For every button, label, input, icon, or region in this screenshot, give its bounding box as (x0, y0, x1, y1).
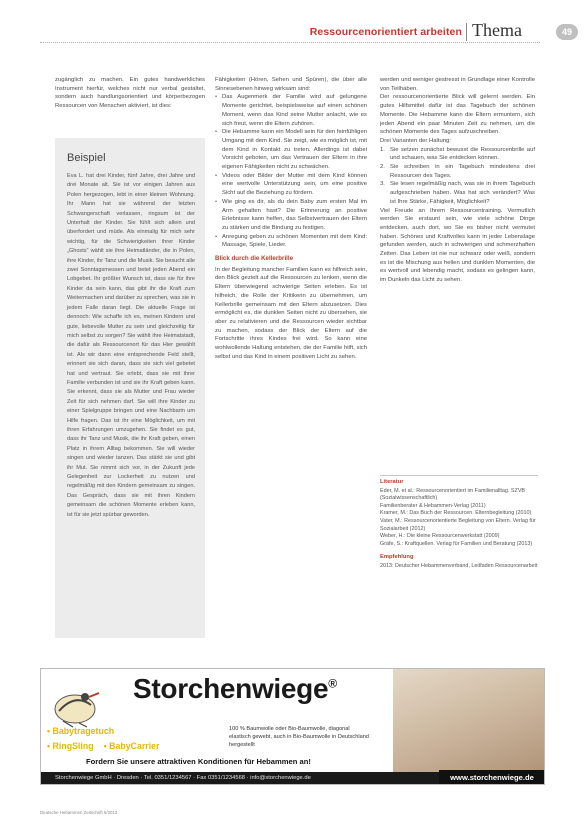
literature-entry: Weber, H.: Die kleine Ressourcenwerkstatt (2009) (380, 533, 500, 540)
col2-bullet-list (215, 93, 367, 250)
column-3 (380, 76, 535, 285)
theme-label: Thema (472, 20, 522, 40)
list-item: • Anregung geben zu schönen Momenten mit dem Kind: Massage, Spiele, Lieder. (215, 233, 367, 250)
column-1 (55, 76, 205, 111)
header-rule (40, 42, 540, 43)
list-item-text: Sie setzen zunächst bewusst die Ressourcenbrille auf und schauen, was Sie entdecken können. (390, 146, 535, 162)
literature-entry: Gräfe, S.: Kraftquellen. Verlag für Familien und Beratung (2013) (380, 540, 533, 547)
list-item: • Das Augenmerk der Familie wird auf gelungene Momente gerichtet, beispielsweise auf einen schönen Moment, wenn das Kind seine Mutter anlacht, wie es sich freut, wenn die Eltern zuhören. (215, 93, 367, 128)
col3-para: Der ressourcenorientierte Blick will gelernt werden. Ein gutes Hilfsmittel dafür ist das Tagebuch der schönen Momente. Die Hebamme kann die Eltern ermuntern, sich jeden Abend ein paar Minuten Zeit zu nehmen, um die schönen Momente des Tages aufzuschreiben. (380, 94, 535, 136)
list-item: 3. Sie lesen regelmäßig nach, was sie in ihrem Tagebuch aufgeschrieben haben. Was hat sich verändert? Was ist Ihre Stärke, Fähigkeit, Möglichkeit? (380, 181, 535, 205)
col3-numbered-list (380, 146, 535, 207)
list-item-text: Sie schreiben in ein Tagebuch mindestens drei Ressourcen des Tages. (390, 164, 535, 179)
page-header (0, 22, 587, 44)
literature-entry: Vater, M.: Ressourcenorientierte Begleitung von Eltern. Verlag für Sozialarbeit (2012) (380, 517, 536, 532)
col1-intro: zugänglich zu machen. Ein gutes handwerkliches Instrument hierfür, welches nicht nur verbal gestaltet, sondern auch handlungsorientiert und körperbezogen Ressourcen von Menschen aktiviert, ist dies: (55, 77, 205, 110)
list-item: 2. Sie schreiben in ein Tagebuch mindestens drei Ressourcen des Tages. (380, 164, 535, 179)
product-row-1 (47, 724, 159, 739)
advertisement[interactable] (40, 668, 545, 785)
section-title: Ressourcenorientiert arbeiten (309, 26, 462, 38)
col3-closing: Viel Freude an Ihrem Ressourcentraining. Vermutlich werden Sie erstaunt sein, wie viele schöne Dinge entdecken, auch dort, wo Sie es bisher nicht vermutet haben. Schönes und Kraftvolles kann in jeder Lebenslage gefunden werden, auch in schwierigen und schmerzhaften Zeiten. Das Leben ist nie nur schwarz oder weiß, sondern es ist die Mischung aus hellen und dunklen Momenten, die es wertvoll und lebendig macht, sodass es gelingen kann, im Dunkeln das Licht zu sehen. (380, 207, 535, 284)
column-2 (215, 76, 367, 362)
literature-entry: Familienberater & Hebammen-Verlag (2011) (380, 502, 486, 509)
example-title: Beispiel (67, 152, 106, 164)
col2-intro: Fähigkeiten (Hören, Sehen und Spüren), die über alle Sinnesebenen hinweg wirksam sind: (215, 77, 367, 92)
literature-heading: Literatur (380, 479, 404, 485)
stork-logo-icon (49, 683, 101, 729)
example-text: Eva L. hat drei Kinder, fünf Jahre, drei Jahre und drei Monate alt. Sie ist vor einigen Jahren aus Polen hergezogen, lebt in einer kleinen Wohnung. Ihr Mann hat sie während der letzten Schwangerschaft verlassen, ringsum ist der Unterhalt der Kinder. Sie fühlt sich allein und überfordert und müde. Als einmalig für mich sehr wichtig, für die Schwierigkeiten ihrer Kinder „Ghosts“ wählt sie ihre Heimatländer, die in Polen, ihre Kinder, ihr Tanz und die Musik. Sie besucht alle zwei Sonntagsmessen und betet jeden Abend ein Lobgebet. Ihr größter Wunsch ist, dass sie für ihre Kinder da sein kann, das gibt ihr die Kraft zum Weitermachen und darüber zu sprechen, was sie in jedem Falle daran liegt. Die aktuelle Frage ist dennoch: Wie schaffe ich es, meinen Kindern und gute, liebevolle Mutter zu sein und gleichzeitig für mich selbst zu sorgen? Sie wählt ihre Heimatstadt, die dafür als Ressourcenort für das Hier gewählt ist. Als wir dann eine entsprechende Feld stellt, erinnert sie sich daran, dass sie sich viel gebetet hat und vertraut. Sie erlebt, dass sie mit ihrer Familie verbunden ist und sie ihr Kraft geben kann. Sie erkennt, dass sie als Mutter und Frau wieder Zeit für sich nehmen darf. Sie will ihre Kinder zu einer Spielgruppe bringen und eine Nachbarin um Hilfe fragen. Das ist ihr eine Möglichkeit, um mit ihren Erfahrungen umzugehen. Sie findet es gut, dass ihr Tanz und Musik, die ihr Kraft geben, einen Platz in ihrem Alltag bekommen. Sie will wieder singen und wieder tanzen. Das stärkt sie und gibt ihr Mut. Sie nimmt sich vor, in der Zukunft jede Gelegenheit zur Lockerheit zu nutzen und regelmäßig mit den Kindern gemeinsam zu singen. Das Gespräch, dass sie mit ihren Kindern gemeinsam die schönen Momente erleben kann, ist für sie jetzt spürbar geworden. (67, 173, 196, 518)
ad-contact-bar: Storchenwiege GmbH · Dresden · Tel. 0351/1234567 · Fax 0351/1234568 · info@storchenwiege.de (41, 772, 545, 785)
col2-sub-text: In der Begleitung mancher Familien kann es hilfreich sein, den Blick gezielt auf die Ressourcen zu lenken, wenn die Eltern überwiegend schwierige Seiten erleben. Es ist hilfreich, die Rolle der Kritikerin zu übernehmen, um Kellerbrille gemeinsam mit den Eltern abzusetzen. Dies ermöglicht es, die dunklen Seiten nicht zu übersehen, sie aber zu relativieren und die Ressourcen wieder sichtbar zu machen, sodass der Blick der Eltern auf die Fortschritte ihres Kindes frei wird. So kann eine wohlwollende Haltung entstehen, die der Familie hilft, sich selbst und das Kind in einem positiven Licht zu sehen. (215, 266, 367, 360)
list-item-text: Sie lesen regelmäßig nach, was sie in ihrem Tagebuch aufgeschrieben haben. Was hat sich verändert? Was ist Ihre Stärke, Fähigkeit, Möglichkeit? (390, 181, 535, 205)
page-number: 49 (556, 24, 578, 40)
product-list (47, 724, 159, 754)
product-row-2 (47, 739, 159, 754)
product-description: 100 % Baumwolle oder Bio-Baumwolle, diagonal elastisch gewebt, auch in Bio-Baumwolle in Deutschland hergestellt (229, 726, 369, 749)
example-box (55, 138, 205, 638)
literature-entry: Kramer, M.: Das Buch der Ressourcen. Elternbegleitung (2010) (380, 510, 532, 517)
list-item: 1. Sie setzen zunächst bewusst die Ressourcenbrille auf und schauen, was Sie entdecken können. (380, 146, 535, 162)
literature-rule (380, 475, 538, 476)
brand-text: Storchenwiege (133, 673, 329, 704)
literature-entry: Eder, M. et al.: Ressourcenorientiert im Familienalltag. SZVB (Sozialwissenschaftlich) (380, 487, 526, 502)
list-item: • Videos oder Bilder der Mutter mit dem Kind können eine wertvolle Unterstützung sein, um eine positive Sicht auf die Beziehung zu fördern. (215, 172, 367, 198)
recommendation-heading: Empfehlung (380, 554, 414, 561)
page-footer: Deutsche Hebammen Zeitschrift 6/2013 (40, 810, 118, 815)
list-item: • Die Hebamme kann ein Modell sein für den feinfühligen Umgang mit dem Kind. Sie zeigt, wie es möglich ist, mit dem Kind in Kontakt zu treten. Allerdings ist dabei Vorsicht geboten, um das Vertrauen der Eltern in ihre eigenen Fähigkeiten nicht zu schwächen. (215, 128, 367, 172)
list-item: • Wie ging es dir, als du dein Baby zum ersten Mal im Arm gehalten hast? Die Erinnerung an positive Erlebnisse kann helfen, das Selbstvertrauen der Eltern zu stärken und die Bindung zu festigen. (215, 198, 367, 233)
ad-website-link[interactable]: www.storchenwiege.de (439, 770, 545, 785)
ad-call-to-action: Fordern Sie unsere attraktiven Konditionen für Hebammen an! (86, 757, 311, 766)
brand-name (133, 673, 337, 705)
registered-mark: ® (328, 676, 337, 691)
recommendation-text: 2013: Deutscher Hebammenverband, Leitfaden Ressourcenarbeit (380, 562, 538, 569)
product-babytragetuch: • Babytragetuch (47, 726, 115, 736)
literature-box (380, 475, 538, 571)
header-separator (466, 23, 467, 41)
product-babycarrier: • BabyCarrier (103, 741, 160, 751)
ad-photo (393, 669, 545, 772)
col3-intro: werden und weniger gestresst in Grundlage einer Kontrolle von Teilhaben. (380, 77, 535, 92)
subheading-kellerbrille: Blick durch die Kellerbrille (215, 255, 294, 263)
col3-variants-intro: Drei Varianten der Haltung: (380, 137, 451, 144)
product-ringsling: • RingSling (47, 741, 94, 751)
